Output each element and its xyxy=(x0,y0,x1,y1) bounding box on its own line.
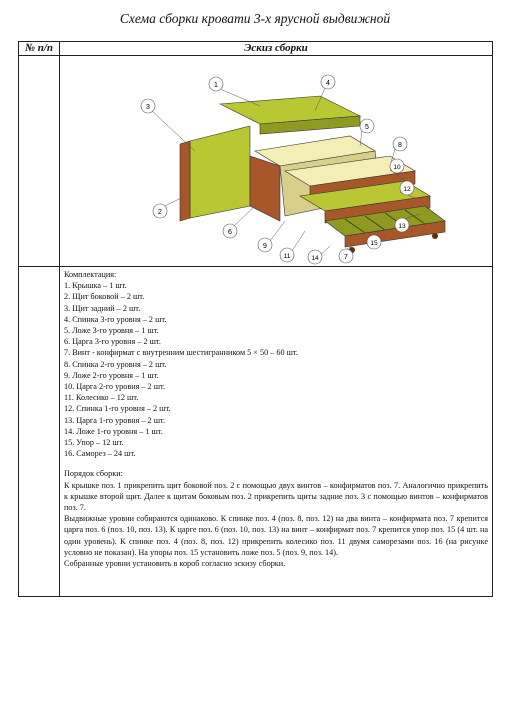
callout-label: 4 xyxy=(326,80,330,87)
callout-5 xyxy=(360,119,374,146)
callout-label: 12 xyxy=(403,186,411,193)
table-header-row xyxy=(19,42,493,56)
side-panel-face xyxy=(190,126,250,218)
bed-assembly-sketch xyxy=(60,56,493,266)
callout-label: 15 xyxy=(370,240,378,247)
callout-label: 3 xyxy=(146,104,150,111)
assembly-heading: Порядок сборки: xyxy=(64,469,123,479)
callout-label: 8 xyxy=(398,142,402,149)
callout-11 xyxy=(280,231,305,262)
callout-label: 5 xyxy=(365,124,369,131)
callout-3 xyxy=(141,99,195,151)
spacer xyxy=(64,459,488,468)
text-row xyxy=(19,267,493,597)
callout-9 xyxy=(258,221,285,252)
list-item: 1. Крышка – 1 шт. xyxy=(64,281,127,291)
wheel xyxy=(432,233,438,239)
callout-label: 6 xyxy=(228,229,232,236)
callout-label: 10 xyxy=(393,164,401,171)
side-panel-edge xyxy=(180,141,190,221)
callout-label: 9 xyxy=(263,243,267,250)
list-item: 6. Царга 3-го уровня – 2 шт. xyxy=(64,337,161,347)
text-row-number-cell xyxy=(19,267,60,597)
leader-line xyxy=(270,221,285,241)
list-item: 2. Щит боковой – 2 шт. xyxy=(64,292,145,302)
list-item: 4. Спинка 3-го уровня – 2 шт. xyxy=(64,314,167,324)
list-item: 13. Царга 1-го уровня – 2 шт. xyxy=(64,415,166,425)
list-item: 14. Ложе 1-го уровня – 1 шт. xyxy=(64,426,163,436)
list-item: 11. Колесико – 12 шт. xyxy=(64,393,139,403)
callout-label: 1 xyxy=(214,82,218,89)
sketch-cell xyxy=(60,56,493,267)
box-front-wood xyxy=(250,156,280,221)
callout-label: 7 xyxy=(344,254,348,261)
list-item: 7. Винт - конфирмат с внутренним шестигранником 5 × 50 – 60 шт. xyxy=(64,348,298,358)
leader-line xyxy=(234,206,255,226)
leader-line xyxy=(152,111,195,151)
callout-14 xyxy=(308,246,330,264)
sketch-row xyxy=(19,56,493,267)
callout-6 xyxy=(223,206,255,238)
completeness-list xyxy=(64,280,488,459)
callout-label: 2 xyxy=(158,209,162,216)
list-item: 3. Щит задний – 2 шт. xyxy=(64,303,141,313)
list-item: 8. Спинка 2-го уровня – 2 шт. xyxy=(64,359,167,369)
assembly-paragraph: Выдвижные уровни собираются одинаково. К спинке поз. 4 (поз. 8, поз. 12) на два винта – конфирмата поз. 7 крепится царга поз. 6 (поз. 10, поз. 13). К царге поз. 6 (поз. 10, поз. 13) на винт – конфирмат поз. 7 крепится упор поз. 15 (4 шт. на один уровень). К спинке поз. 4 (поз. 8, поз. 12) прикрепить колесико поз. 11 двумя саморезами поз. 16 (на рисунке условно не показан). На упоры поз. 15 установить ложе поз. 5 (поз. 9, поз. 14). xyxy=(64,514,488,557)
list-item: 16. Саморез – 24 шт. xyxy=(64,449,136,459)
assembly-paragraph: К крышке поз. 1 прикрепить щит боковой поз. 2 с помощью двух винтов – конфирматов поз. 7. Аналогично прикрепить к крышке второй щит. Далее к щитам боковым поз. 2 прикрепить щиты задние поз. 3 с помощью винтов – конфирматов поз. 7. xyxy=(64,480,488,513)
list-item: 12. Спинка 1-го уровня – 2 шт. xyxy=(64,404,171,414)
callout-label: 11 xyxy=(283,253,291,260)
assembly-paragraph: Собранные уровни установить в короб согласно эскизу сборки. xyxy=(64,559,286,569)
assembly-table xyxy=(18,41,493,597)
instructions-cell xyxy=(60,267,493,597)
leader-line xyxy=(292,231,305,251)
column-header-number: № п/п xyxy=(19,42,60,56)
list-item: 15. Упор – 12 шт. xyxy=(64,438,124,448)
sketch-row-number-cell xyxy=(19,56,60,267)
callout-label: 13 xyxy=(398,223,406,230)
callout-label: 14 xyxy=(311,255,319,262)
side-panel-left xyxy=(180,126,250,221)
list-item: 5. Ложе 3-го уровня – 1 шт. xyxy=(64,326,159,336)
list-item: 10. Царга 2-го уровня – 2 шт. xyxy=(64,382,166,392)
column-header-sketch: Эскиз сборки xyxy=(60,42,493,56)
page-title: Схема сборки кровати 3-х ярусной выдвижной xyxy=(119,11,391,26)
list-item: 9. Ложе 2-го уровня – 1 шт. xyxy=(64,370,159,380)
completeness-heading: Комплектация: xyxy=(64,270,117,279)
